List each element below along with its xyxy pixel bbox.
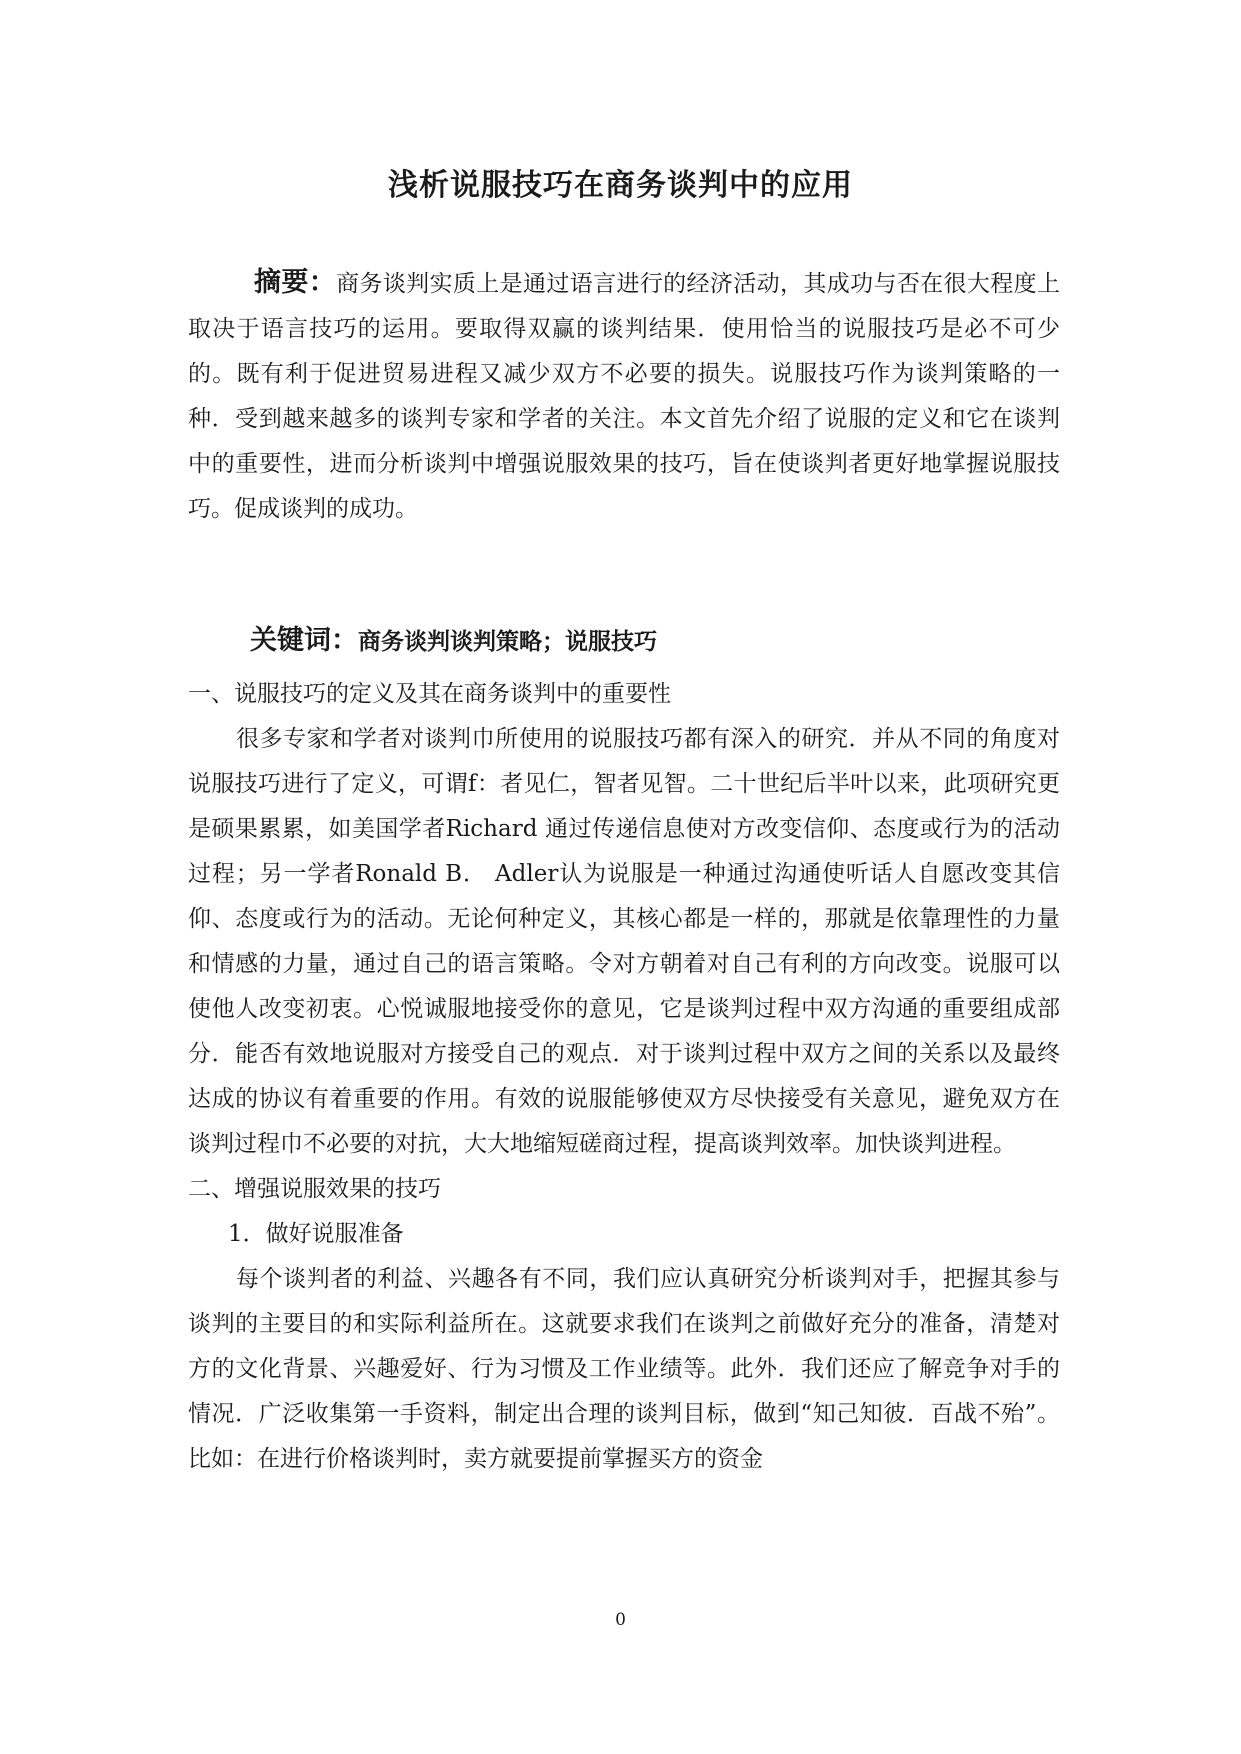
keywords-section [250, 618, 657, 657]
keywords-label: 关键词： [250, 625, 358, 656]
section2-heading: 二、增强说服效果的技巧 [188, 1176, 441, 1202]
abstract-section [188, 260, 1060, 532]
abstract-label: 摘要： [254, 267, 337, 298]
keywords-text: 商务谈判谈判策略；说服技巧 [358, 628, 657, 655]
body-content [188, 672, 1060, 1482]
page-title: 浅析说服技巧在商务谈判中的应用 [388, 168, 853, 203]
section1-heading: 一、说服技巧的定义及其在商务谈判中的重要性 [188, 681, 671, 707]
abstract-text: 商务谈判实质上是通过语言进行的经济活动，其成功与否在很大程度上取决于语言技巧的运用。要取得双赢的谈判结果．使用恰当的说服技巧是必不可少的。既有利于促进贸易进程又减少双方不必要的损失。说服技巧作为谈判策略的一种．受到越来越多的谈判专家和学者的关注。本文首先介绍了说服的定义和它在谈判中的重要性，进而分析谈判中增强说服效果的技巧，旨在使谈判者更好地掌握说服技巧。促成谈判的成功。 [188, 271, 1061, 522]
section2-subheading: 1．做好说服准备 [228, 1221, 404, 1247]
page-number: 0 [615, 1610, 626, 1630]
section1-paragraph: 很多专家和学者对谈判巾所使用的说服技巧都有深入的研究．并从不同的角度对说服技巧进行了定义，可谓f：者见仁，智者见智。二十世纪后半叶以来，此项研究更是硕果累累，如美国学者Richard 通过传递信息使对方改变信仰、态度或行为的活动过程；另一学者Ronald B． Adler认为说服是一种通过沟通使听话人自愿改变其信仰、态度或行为的活动。无论何种定义，其核心都是一样的，那就是依靠理性的力量和情感的力量，通过自己的语言策略。令对方朝着对自己有利的方向改变。说服可以使他人改变初衷。心悦诚服地接受你的意见，它是谈判过程中双方沟通的重要组成部分．能否有效地说服对方接受自己的观点．对于谈判过程中双方之间的关系以及最终达成的协议有着重要的作用。有效的说服能够使双方尽快接受有关意见，避免双方在谈判过程巾不必要的对抗，大大地缩短磋商过程，提高谈判效率。加快谈判进程。 [188, 726, 1060, 1157]
section2-paragraph: 每个谈判者的利益、兴趣各有不同，我们应认真研究分析谈判对手，把握其参与谈判的主要目的和实际利益所在。这就要求我们在谈判之前做好充分的准备，清楚对方的文化背景、兴趣爱好、行为习惯及工作业绩等。此外．我们还应了解竞争对手的情况．广泛收集第一手资料，制定出合理的谈判目标，做到“知己知彼．百战不殆”。比如：在进行价格谈判时，卖方就要提前掌握买方的资金 [188, 1266, 1060, 1472]
